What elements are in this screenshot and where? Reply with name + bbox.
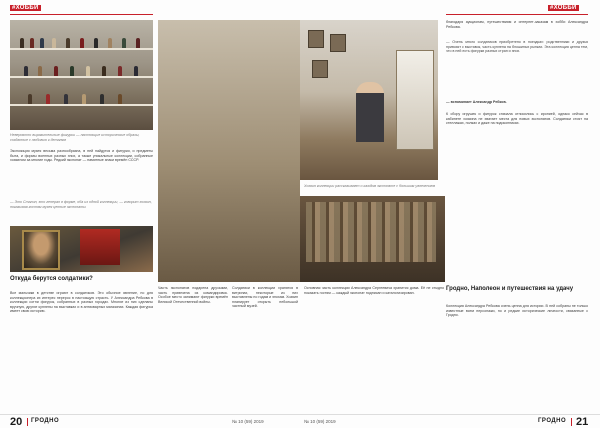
photo-display-case bbox=[300, 196, 445, 282]
left-column-c: Солдатики в коллекции хранятся в витринах, некоторые из них выставлены по годам и эпохам. Хозяин планирует открыть небольшой частный музей. bbox=[232, 286, 298, 309]
photo-cabinet-left bbox=[158, 20, 300, 282]
right-column-d: Основная часть коллекции Александра Сергеевича хранится дома. Её не стыдно показать гостям — каждый экспонат подписан и каталогизирован. bbox=[304, 286, 444, 295]
right-footer-issue: № 10 (59) 2019 bbox=[304, 419, 336, 424]
right-column-a-body: К сбору игрушек и фигурок сначала относились с иронией, однако сейчас в кабинете хозяина не хватает места для новых экспонатов. Солдатики стоят на стеллажах, полках и даже на подоконниках. bbox=[446, 112, 588, 126]
right-page bbox=[300, 0, 600, 428]
left-page-number: 20 bbox=[10, 416, 23, 428]
right-column-a-intro: благодаря аукционам, путешествиям и интернет-заказам в хобби Александра Ребкова. bbox=[446, 20, 588, 29]
left-rubric bbox=[10, 5, 43, 11]
left-column-b: Часть экспонатов подарена друзьями, часть привезена из командировок. Особое место занимают фигурки времён Великой Отечественной войны. bbox=[158, 286, 228, 304]
left-heading: Откуда берутся солдатики? bbox=[10, 276, 93, 282]
left-footer-issue: № 10 (59) 2019 bbox=[232, 419, 264, 424]
left-paragraph-1: Экспозиция музея весьма разнообразна, в ней найдутся и фигурки, и предметы быта, и формы военных разных эпох, а также уникальные коллекции, собранные хозяином за многие годы. Редкий экспонат — памятные знаки времён СССР. bbox=[10, 149, 153, 163]
photo-figurine-shelves bbox=[10, 20, 153, 130]
right-column-d-body: Коллекция Александра Ребкова очень ценна для истории. В ней собраны не только известные всем персонажи, но и редкие исторические личности, связанные с Гродно. bbox=[446, 304, 588, 318]
left-rubric-rule bbox=[10, 14, 153, 15]
right-rubric-tag: #ХОББИ bbox=[550, 5, 577, 11]
left-footer-brand: ГРОДНО bbox=[31, 418, 60, 424]
caption-collector: Хозяин коллекции рассказывает о каждом экспонате с большим увлечением bbox=[304, 184, 436, 188]
left-footer bbox=[0, 414, 300, 428]
right-rubric-rule bbox=[446, 14, 588, 15]
left-paragraph-2: Все мальчики в детстве играют в солдатиков. Это обычное явление, но для коллекционера их интерес перерос в настоящую страсть. У Александра Ребкова в коллекции сотни фигурок, собранных в разных городах. Многие из них сделаны вручную, другие куплены на выставках и в антикварных магазинах. Каждая фигурка имеет свою историю. bbox=[10, 291, 153, 314]
right-rubric bbox=[548, 5, 581, 11]
right-footer-separator bbox=[571, 418, 572, 426]
right-footer-brand: ГРОДНО bbox=[538, 418, 567, 424]
right-quote: — Очень много солдатиков приобретено в поездках: родственники и друзья привозят с выставок, часть куплена на блошиных рынках. Эта коллекция ценна тем, что в ней есть фигурки разных стран и эпох. bbox=[446, 40, 588, 54]
right-page-number: 21 bbox=[576, 416, 589, 428]
caption-stalin: — Это Сталин, это генерал в форме, оба из одной коллекции, — говорит хозяин, показывая гостям музея ценные экспонаты bbox=[10, 200, 152, 209]
right-footer bbox=[300, 414, 600, 428]
photo-portraits bbox=[10, 226, 153, 272]
caption-figurines: Невероятно выразительные фигурки — настоящие исторические образы, созданные с любовью к деталям bbox=[10, 133, 140, 142]
right-quote-attribution: — вспоминает Александр Ребков. bbox=[446, 100, 507, 104]
left-rubric-tag: #ХОББИ bbox=[12, 5, 39, 11]
right-heading: Гродно, Наполеон и путешествия на удачу bbox=[446, 286, 574, 292]
photo-collector bbox=[300, 20, 438, 180]
left-footer-separator bbox=[27, 418, 28, 426]
